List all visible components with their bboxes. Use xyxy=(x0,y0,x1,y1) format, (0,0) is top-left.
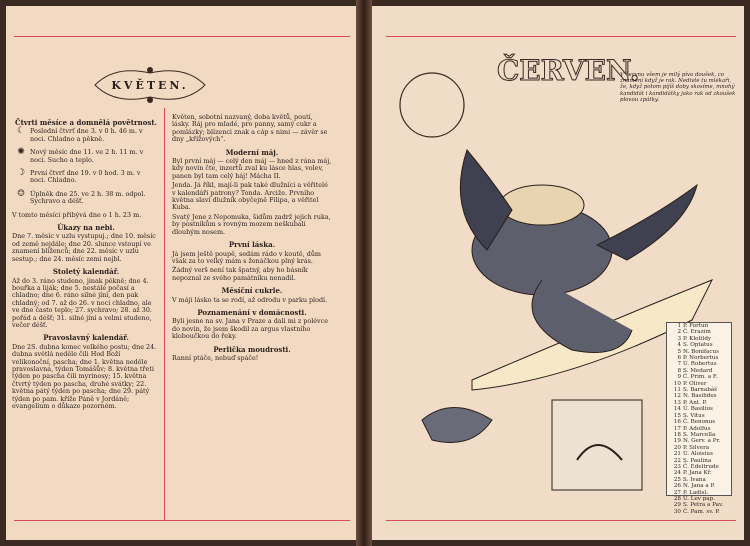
sky-text: Dne 7. měsíc v uzlu vystupuj.; dne 10. měsíc od země nejdále; dne 20. slunce vstoupí ve znamení blíženců; dne 22. měsíc v uzlu sestup.; dne 24. měsíc zemi nejbl. xyxy=(12,232,156,263)
first-kiss-title: První láska. xyxy=(228,240,276,250)
calendar-saint: N. Jana a P. xyxy=(683,483,715,490)
calendar-day: 17 xyxy=(673,425,681,432)
moon-section-title: Čtvrti měsíce a domnělá povětrnost. xyxy=(15,118,157,127)
calendar-saint: N. Basilides xyxy=(683,393,717,400)
joke-text: Jenda. Já říkl, mají-li pak také dlužníci a věřitelé v kalendáři patrony? Tonda. Arciže. Prvního května slaví dlužník obyčejně Filipa, a věřitel Kuba. xyxy=(172,181,328,212)
orthodox-title: Pravoslavný kalendář. xyxy=(43,333,129,343)
calendar-saint: S. Medard xyxy=(683,367,713,374)
moon-phase-row xyxy=(12,170,160,185)
right-bottom-rule xyxy=(386,520,736,521)
calendar-saint: S. Optatus xyxy=(683,342,713,349)
calendar-day: 24 xyxy=(673,470,681,477)
calendar-day: 18 xyxy=(673,431,681,438)
may-text: Byl první máj — celý den máj — hned z rána máj, kdy novin čte, inzertů zval ku lásce hlas, volev, panen byl tam celý háj! Mácha II. xyxy=(172,157,332,180)
calendar-day: 11 xyxy=(673,387,681,394)
calendar-day: 20 xyxy=(673,444,681,451)
calendar-saint: P. Oliver xyxy=(683,380,707,387)
calendar-saint: S. Vitus xyxy=(683,412,705,419)
calendar-saint: P. Norbertus xyxy=(683,355,719,362)
calendar-day: 14 xyxy=(673,406,681,413)
moon-phase-text: Nový měsíc dne 11. ve 2 h. 11 m. v noci. Sucho a teplo. xyxy=(30,148,144,164)
left-top-rule xyxy=(14,36,350,37)
calendar-saint: Ú. Robertus xyxy=(683,361,717,368)
calendar-day: 26 xyxy=(673,483,681,490)
calendar-day: 21 xyxy=(673,451,681,458)
new-moon-icon: ✺ xyxy=(17,147,25,158)
may-title: Moderní máj. xyxy=(225,147,279,157)
first-quarter-moon-icon: ☽ xyxy=(16,168,26,179)
moon-phase-text: Poslední čtvrť dne 3. v 0 h. 46 m. v noci. Chladno a pěkně. xyxy=(30,127,143,143)
calendar-row xyxy=(667,509,731,515)
centenary-title: Stoletý kalendář. xyxy=(52,267,120,277)
book-gutter xyxy=(356,0,372,546)
calendar-saint: N. Gerv. a Pr. xyxy=(683,438,721,445)
calendar-saint: S. Barnabáš xyxy=(683,387,718,394)
calendar-day: 13 xyxy=(673,399,681,406)
verse-text: V červnu všem je milý píva doušek, co znamení když je rak. Nedivte tu mlékaři, že, když potom píjíš doby skosíme, mnohý kandidát i kandidátky jako rak od zkoušek plovou zpátky. xyxy=(620,72,736,103)
calendar-day: 30 xyxy=(673,508,681,515)
pearl-title: Perlička moudrosti. xyxy=(213,344,291,354)
pearl-text: Ranní ptáče, nebuď spáče! xyxy=(172,353,259,362)
moon-phase-row xyxy=(12,188,160,206)
left-column-rule xyxy=(164,108,165,520)
right-top-rule xyxy=(386,36,736,37)
calendar-day: 19 xyxy=(673,438,681,445)
centenary-text: Až do 3. ráno studeno, jinak pěkně; dne 4. bouřka a liják; dne 5. nestálé počasí a chladno; dne 6. ráno silné jíní, den pak chladný; od 7. až do 26. v noci chladno, ale ve dne často teplo; 27. sychravo; 28. až 30. pořád a déšť; 31. silné jíní a velmi studeno, večer déšť. xyxy=(12,276,152,329)
moon-phase-row xyxy=(12,149,160,164)
calendar-saint: S. Paulina xyxy=(683,457,712,464)
calendar-day: 23 xyxy=(673,463,681,470)
left-month-title: KVĚTEN. xyxy=(111,79,189,92)
last-quarter-moon-icon: ☾ xyxy=(16,126,26,137)
nepomuk-text: Svatý Jene z Nepomuka, šidům zadrž jejich ruka, by postníkům s rovným mozem neškubali dlouhým nosem. xyxy=(172,212,331,236)
calendar-day: 4 xyxy=(677,342,681,349)
calendar-saint: Č. Prim. a F. xyxy=(683,374,718,381)
calendar-day: 16 xyxy=(673,419,681,426)
calendar-saint: Č. Pam. sv. P. xyxy=(683,508,720,515)
calendar-saint: P. Ant. P. xyxy=(683,399,708,406)
calendar-day: 5 xyxy=(677,348,681,355)
title-ornament xyxy=(85,60,215,110)
moon-phase-text: Úplněk dne 25. ve 2 h. 38 m. odpol. Sychravo a déšť. xyxy=(30,189,146,206)
news-title: Poznamenání v domácnosti. xyxy=(197,307,307,317)
calendar-day: 2 xyxy=(677,329,681,336)
sugar-title: Měsíční cukrle. xyxy=(221,286,283,296)
calendar-saint: Ú. Aloisius xyxy=(683,451,713,458)
calendar-day: 29 xyxy=(673,502,681,509)
kveten-text: Květen, sobotní nazvaný, doba květů, poutí, lásky. Ráj pro mladé, pro panny, samý cukr a pomlázky; blízenci znak a cáp s nimi — závěr se dny „křížových“. xyxy=(172,113,328,144)
calendar-saint: P. Jana Kř. xyxy=(683,470,712,477)
calendar-saint: N. Bonifacus xyxy=(683,348,719,355)
sky-title: Úkazy na nebi. xyxy=(57,223,115,233)
calendar-saint: S. Ivana xyxy=(683,476,706,483)
calendar-saint: S. Petra a Pav. xyxy=(683,502,724,509)
calendar-saint: P. Silvera xyxy=(683,444,710,451)
calendar-day: 25 xyxy=(673,476,681,483)
calendar-day: 6 xyxy=(677,355,681,362)
right-month-title: ČERVEN. xyxy=(497,54,640,87)
zadny-text: Žádný verš není tak špatný, aby ho básník nepoznal ze svého památníku nenadil. xyxy=(172,266,308,282)
calendar-saint: Č. Benonus xyxy=(683,419,716,426)
calendar-day: 10 xyxy=(673,380,681,387)
calendar-day: 3 xyxy=(677,335,681,342)
calendar-saint: P. Adolfus xyxy=(683,425,711,432)
calendar-saint: Ú. Lev pap. xyxy=(683,495,715,502)
calendar-day: 15 xyxy=(673,412,681,419)
first-kiss-text: Já jsem ještě poupě, sedám rádo v koutě, dům však za to velký mám s ženáčkou plný krás. xyxy=(172,249,321,265)
news-text: Byli jesne na sv. Jana v Praze a dali mi z polévce do novin, že jsem škodil za argus vlastního kloboučkou do řeky. xyxy=(172,317,328,341)
left-column xyxy=(12,114,160,412)
calendar-saint: Č. Erazim xyxy=(683,329,711,336)
sugar-text: V máji lásko ta se rodí, až odrodu v parku plodí. xyxy=(172,295,328,304)
month-increase: V tomto měsíci přibývá dne o 1 h. 23 m. xyxy=(12,210,142,219)
calendar-day: 7 xyxy=(677,361,681,368)
calendar-saint: P. Fortun xyxy=(683,323,709,329)
calendar-day: 27 xyxy=(673,489,681,496)
full-moon-icon: ☺ xyxy=(16,188,26,199)
saints-calendar xyxy=(666,322,732,515)
moon-phase-row xyxy=(12,128,160,143)
calendar-day: 28 xyxy=(673,495,681,502)
calendar-day: 9 xyxy=(677,374,681,381)
left-bottom-rule xyxy=(14,520,350,521)
calendar-saint: P. Klotildy xyxy=(683,335,712,342)
calendar-day: 12 xyxy=(673,393,681,400)
calendar-day: 22 xyxy=(673,457,681,464)
calendar-saint: Č. Edeltrude xyxy=(683,463,719,470)
calendar-day: 8 xyxy=(677,367,681,374)
calendar-saint: S. Marcella xyxy=(683,431,716,438)
calendar-saint: Ú. Basilius xyxy=(683,406,713,413)
right-column-left-page xyxy=(172,114,332,364)
calendar-day: 1 xyxy=(677,323,681,329)
calendar-saint: P. Ladisl. xyxy=(683,489,709,496)
moon-phase-text: První čtvrť dne 19. v 0 hod. 3 m. v noci. Chladno. xyxy=(30,169,141,185)
orthodox-text: Dne 2S. dubna konec velkého postu; dne 24. dubna světlá neděle čili Hod Boží velikonoční, pascha; dne 1. května neděle pravoslavná, týden Tomášův; 8. května třetí týden po pascha čili myrinosy; 15. května čtvrtý týden po pascha, druhé svátky; 22. května pátý týden po pascha; dne 29. pátý týden po pam. kříže Páně v Jordáně; evangelium o důkaze pozorném. xyxy=(12,342,157,410)
